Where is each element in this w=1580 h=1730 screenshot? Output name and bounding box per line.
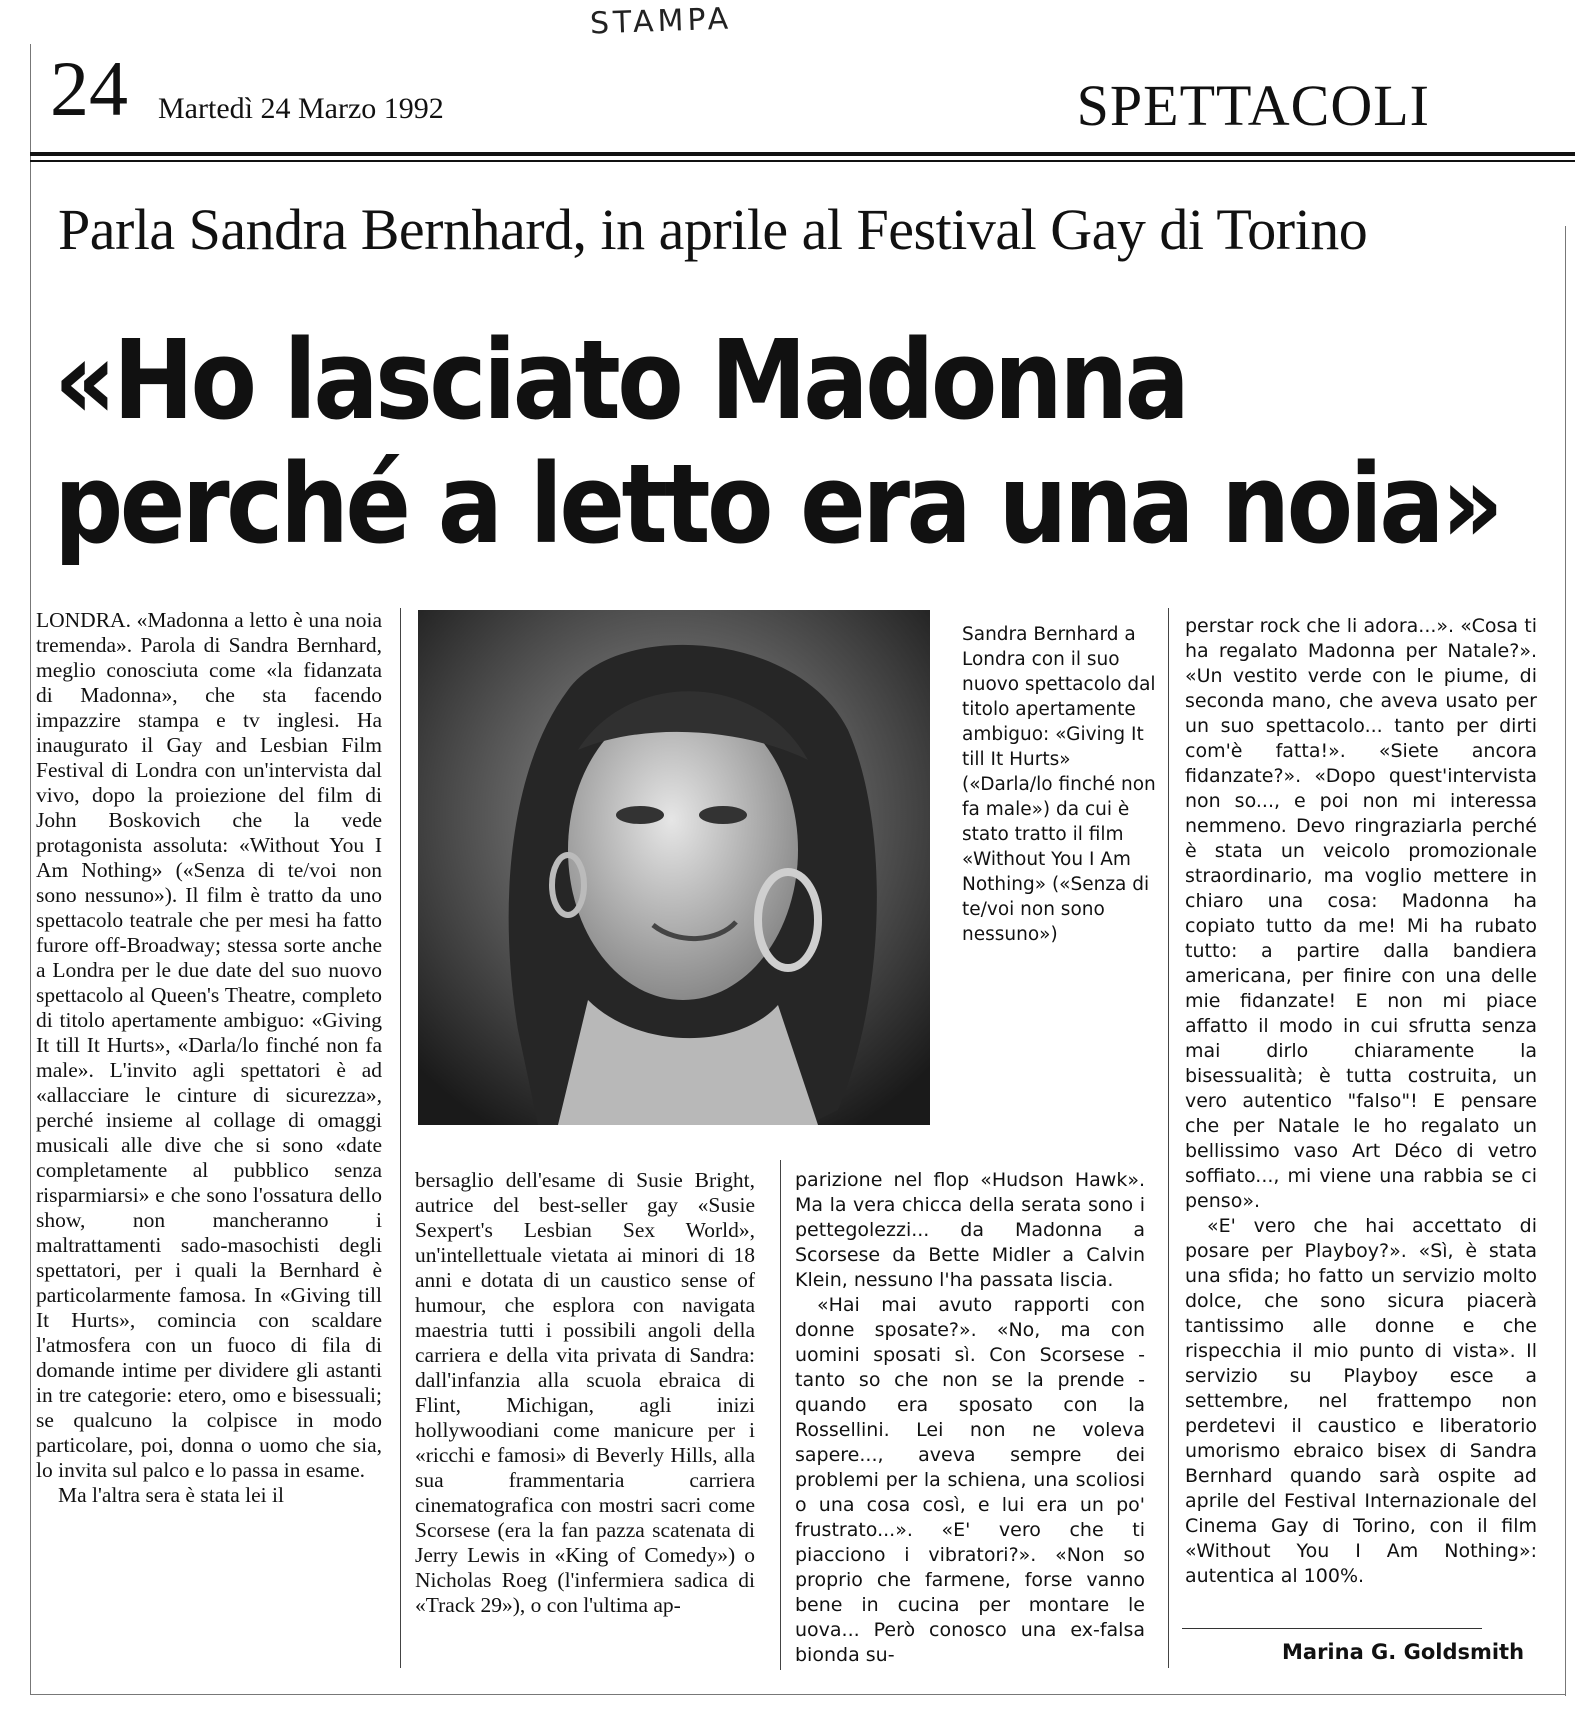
page-date: Martedì 24 Marzo 1992 xyxy=(158,92,444,125)
col4-paragraph-1: perstar rock che li adora...». «Cosa ti ha regalato Madonna per Natale?». «Un vestito verde con le piume, di seconda mano, che aveva usato per un suo spettacolo... tanto per dirti com'è fatta!». «Siete ancora fidanzate?». «Dopo quest'intervista non so..., e poi non mi interessa nemmeno. Devo ringraziarla perché è stata un veicolo promozionale straordinario, ma voglio mettere in chiaro una cosa: Madonna ha copiato tutto da me! Mi ha rubato tutto: a partire dalla bandiera americana, per finire con una delle mie fidanzate! E non mi piace affatto il modo in cui sfrutta senza mai dirlo chiaramente la bisessualità; è tutta costruita, un vero autentico "falso"! E pensare che per Natale le ho regalato un bellissimo vaso Art Déco di vetro soffiato..., mi viene una rabbia se ci penso». xyxy=(1185,615,1537,1212)
col2-paragraph-1: bersaglio dell'esame di Susie Bright, autrice del best-seller gay «Susie Sexpert's Lesbian Sex World», un'intellettuale vietata ai minori di 18 anni e dotata di un caustico sense of humour, che esplora con navigata maestria tutti i possibili angoli della carriera e della vita privata di Sandra: dall'infanzia alla scuola ebraica di Flint, Michigan, agli inizi hollywoodiani come manicure per i «ricchi e famosi» di Beverly Hills, alla sua frammentaria carriera cinematografica con mostri sacri come Scorsese (era la fan pazza scatenata di Jerry Lewis in «King of Comedy») o Nicholas Roeg (l'infermiera sadica di «Track 29»), o con l'ultima ap- xyxy=(415,1168,755,1617)
frame-bottom-edge xyxy=(30,1694,1566,1695)
header-rule xyxy=(30,152,1575,156)
handwritten-note: STAMPA xyxy=(589,1,733,42)
section-title: SPETTACOLI xyxy=(1076,73,1430,138)
col1-paragraph-2: Ma l'altra sera è stata lei il xyxy=(58,1483,284,1507)
column-divider-3 xyxy=(1168,608,1169,1668)
photo-caption: Sandra Bernhard a Londra con il suo nuovo spettacolo dal titolo apertamente ambiguo: «Giving It till It Hurts» («Darla/lo finché non fa male») da cui è stato tratto il film «Without You I Am Nothing» («Senza di te/voi non sono nessuno») xyxy=(962,624,1156,945)
page-number: 24 xyxy=(50,45,128,132)
byline-rule xyxy=(1182,1628,1482,1629)
column-divider-2 xyxy=(780,1160,781,1670)
article-headline xyxy=(54,318,1500,566)
article-byline: Marina G. Goldsmith xyxy=(1282,1640,1525,1664)
body-column-2 xyxy=(415,1168,755,1618)
article-photo xyxy=(418,610,930,1125)
article-kicker: Parla Sandra Bernhard, in aprile al Festival Gay di Torino xyxy=(58,197,1368,262)
frame-left-edge xyxy=(30,44,31,1694)
col1-paragraph-1: LONDRA. «Madonna a letto è una noia tremenda». Parola di Sandra Bernhard, meglio conosciuta come «la fidanzata di Madonna», che sta facendo impazzire stampa e tv inglesi. Ha inaugurato il Gay and Lesbian Film Festival di Londra con un'intervista dal vivo, dopo la proiezione del film di John Boskovich che la vede protagonista assoluta: «Without You I Am Nothing» («Senza di te/voi non sono nessuno»). Il film è tratto da uno spettacolo teatrale che per mesi ha fatto furore off-Broadway; stessa sorte anche a Londra per le due date del suo nuovo spettacolo al Queen's Theatre, completo di titolo apertamente ambiguo: «Giving It till It Hurts», «Darla/lo finché non fa male». L'invito agli spettatori è ad «allacciare le cinture di sicurezza», perché insieme al collage di omaggi musicali alle dive che si sono «date completamente al pubblico senza risparmiarsi» e che sono l'ossatura dello show, non mancheranno i maltrattamenti sado-masochisti degli spettatori, per i quali la Bernhard è particolarmente famosa. In «Giving till It Hurts», comincia con scaldare l'atmosfera con un fuoco di fila di domande intime per dividere gli astanti in tre categorie: etero, omo e bisessuali; se qualcuno la colpisce in modo particolare, poi, donna o uomo che sia, lo invita sul palco e lo passa in esame. xyxy=(36,608,382,1482)
headline-line-1: «Ho lasciato Madonna xyxy=(54,316,1187,444)
headline-line-2: perché a letto era una noia» xyxy=(54,440,1501,568)
portrait-photo xyxy=(418,610,930,1125)
header-rule-thin xyxy=(30,160,1575,162)
col4-paragraph-2: «E' vero che hai accettato di posare per Playboy?». «Sì, è stata una sfida; ho fatto un servizio molto dolce, che sono sicura piacerà tantissimo alle donne e che rispecchia il mio punto di vista». Il servizio su Playboy esce a settembre, nel frattempo non perdetevi il caustico e liberatorio umorismo ebraico bisex di Sandra Bernhard quando sarà ospite ad aprile del Festival Internazionale del Cinema Gay di Torino, con il film «Without You I Am Nothing»: autentica al 100%. xyxy=(1185,1215,1537,1587)
column-divider-1 xyxy=(400,608,401,1668)
col3-paragraph-2: «Hai mai avuto rapporti con donne sposate?». «No, ma con uomini sposati sì. Con Scorsese - tanto so che non se la prende - quando era sposato con la Rossellini. Lei non ne voleva sapere..., aveva sempre dei problemi per la schiena, una scoliosi o una cosa così, e lui era un po' frustrato...». «E' vero che ti piacciono i vibratori?». «Non so proprio che farmene, forse vanno bene in cucina per montare le uova... Però conosco una ex-falsa bionda su- xyxy=(795,1294,1145,1666)
body-column-4 xyxy=(1185,614,1537,1589)
col3-paragraph-1: parizione nel flop «Hudson Hawk». Ma la vera chicca della serata sono i pettegolezzi... da Madonna a Scorsese da Bette Midler a Calvin Klein, nessuno l'ha passata liscia. xyxy=(795,1169,1145,1291)
body-column-3 xyxy=(795,1168,1145,1668)
frame-right-edge xyxy=(1565,226,1566,1696)
body-column-1 xyxy=(36,608,382,1508)
